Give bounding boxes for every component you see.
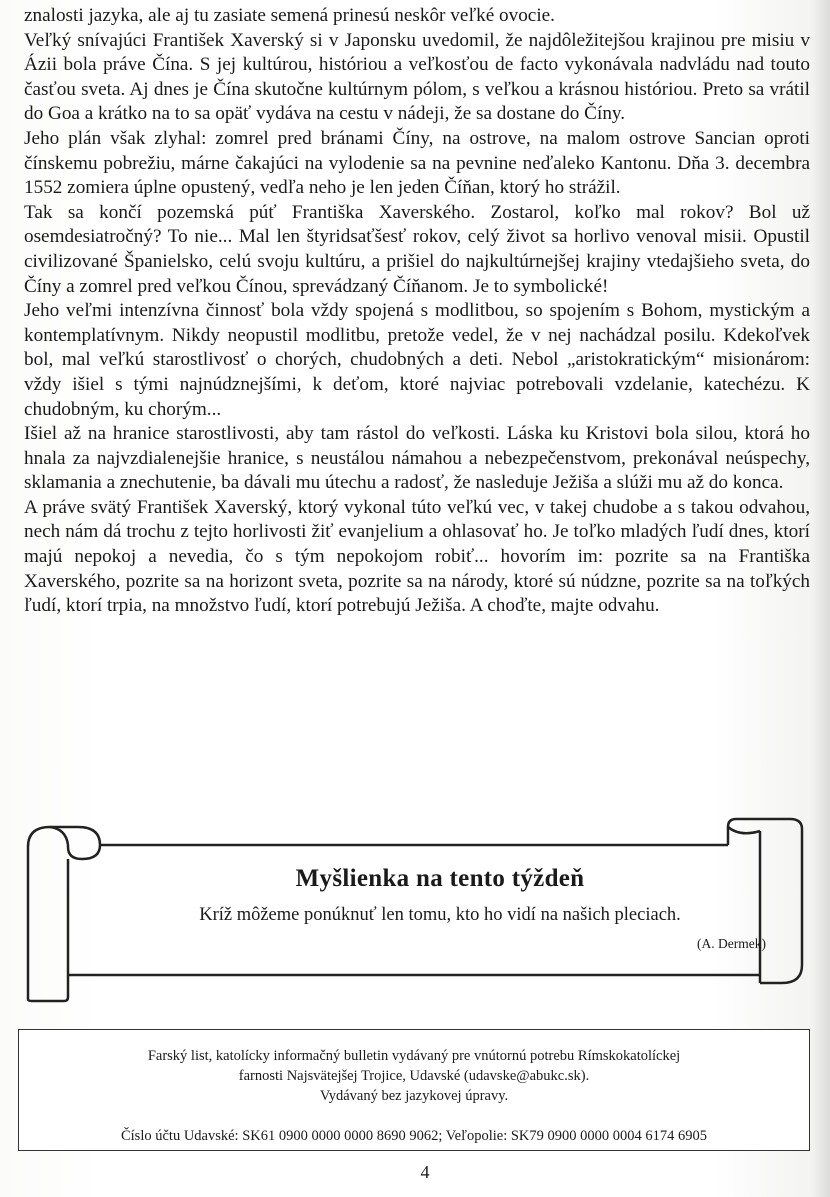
article-body <box>24 4 810 619</box>
publication-info-line: farnosti Najsvätejšej Trojice, Udavské (udavske@abukc.sk). <box>238 1068 590 1084</box>
publication-info <box>19 1046 809 1106</box>
article-paragraph: Jeho plán však zlyhal: zomrel pred bránami Číny, na ostrove, na malom ostrove Sancian oproti čínskemu pobrežiu, márne čakajúci na vylodenie sa na pevnine neďaleko Kantonu. Dňa 3. decembra 1552 zomiera úplne opustený, vedľa neho je len jeden Číňan, ktorý ho strážil. <box>24 127 810 199</box>
thought-author: (A. Dermek) <box>697 936 766 951</box>
page-edge-shadow <box>812 0 830 1197</box>
thought-quote: Kríž môžeme ponúknuť len tomu, kto ho vidí na našich pleciach. <box>199 905 681 925</box>
article-paragraph: A práve svätý František Xaverský, ktorý vykonal túto veľkú vec, v takej chudobe a s takou odvahou, nech nám dá trochu z tejto horlivosti žiť evanjelium a ohlasovať ho. Je toľko mladých ľudí dnes, ktorí majú nepokoj a nevedia, čo s tým nepokojom robiť... hovorím im: pozrite sa na Františka Xaverského, pozrite sa na horizont sveta, pozrite sa na národy, ktoré sú núdzne, pozrite sa na toľkých ľudí, ktorí trpia, na množstvo ľudí, ktorí potrebujú Ježiša. A choďte, majte odvahu. <box>24 496 810 617</box>
publication-info-line: Farský list, katolícky informačný bulletin vydávaný pre vnútornú potrebu Rímskokatolíckej <box>147 1048 681 1064</box>
publication-info-box <box>18 1029 810 1151</box>
article-paragraph: znalosti jazyka, ale aj tu zasiate semená prinesú neskôr veľké ovocie. <box>24 5 555 26</box>
bank-account-line: Číslo účtu Udavské: SK61 0900 0000 0000 8690 9062; Veľopolie: SK79 0900 0000 0004 6174 6905 <box>120 1128 708 1144</box>
thought-scroll-box <box>20 815 808 1003</box>
page-number: 4 <box>420 1162 430 1182</box>
thought-title: Myšlienka na tento týždeň <box>295 865 585 892</box>
article-paragraph: Veľký snívajúci František Xaverský si v Japonsku uvedomil, že najdôležitejšou krajinou pre misiu v Ázii bola práve Čína. S jej kultúrou, históriou a veľkosťou de facto vykonávala nadvládu nad touto časťou sveta. Aj dnes je Čína skutočne kultúrnym pólom, s veľkou a krásnou históriou. Preto sa vrátil do Goa a krátko na to sa opäť vydáva na cestu v nádeji, že sa dostane do Číny. <box>24 29 810 125</box>
publication-info-line: Vydávaný bez jazykovej úpravy. <box>319 1088 509 1104</box>
article-paragraph: Išiel až na hranice starostlivosti, aby tam rástol do veľkosti. Láska ku Kristovi bola silou, ktorá ho hnala za najvzdialenejšie hranice, s neustálou námahou a nebezpečenstvom, prekonával neúspechy, sklamania a znechutenie, ba dávali mu útechu a radosť, že nasleduje Ježiša a slúži mu až do konca. <box>24 423 810 494</box>
article-paragraph: Tak sa končí pozemská púť Františka Xaverského. Zostarol, koľko mal rokov? Bol už osemdesiatročný? To nie... Mal len štyridsaťšesť rokov, celý život sa horlivo venoval misii. Opustil civilizované Španielsko, celú svoju kultúru, a prišiel do najkultúrnejšej krajiny vtedajšieho sveta, do Číny a zomrel pred veľkou Čínou, sprevádzaný Číňanom. Je to symbolické! <box>24 201 810 297</box>
article-paragraph: Jeho veľmi intenzívna činnosť bola vždy spojená s modlitbou, so spojením s Bohom, mystickým a kontemplatívnym. Nikdy neopustil modlitbu, pretože vedel, že v nej nachádzal posilu. Kdekoľvek bol, mal veľkú starostlivosť o chorých, chudobných a deti. Nebol „aristokratickým“ misionárom: vždy išiel s tými najnúdznejšími, k deťom, ktoré najviac potrebovali vzdelanie, katechézu. K chudobným, ku chorým... <box>24 300 810 420</box>
